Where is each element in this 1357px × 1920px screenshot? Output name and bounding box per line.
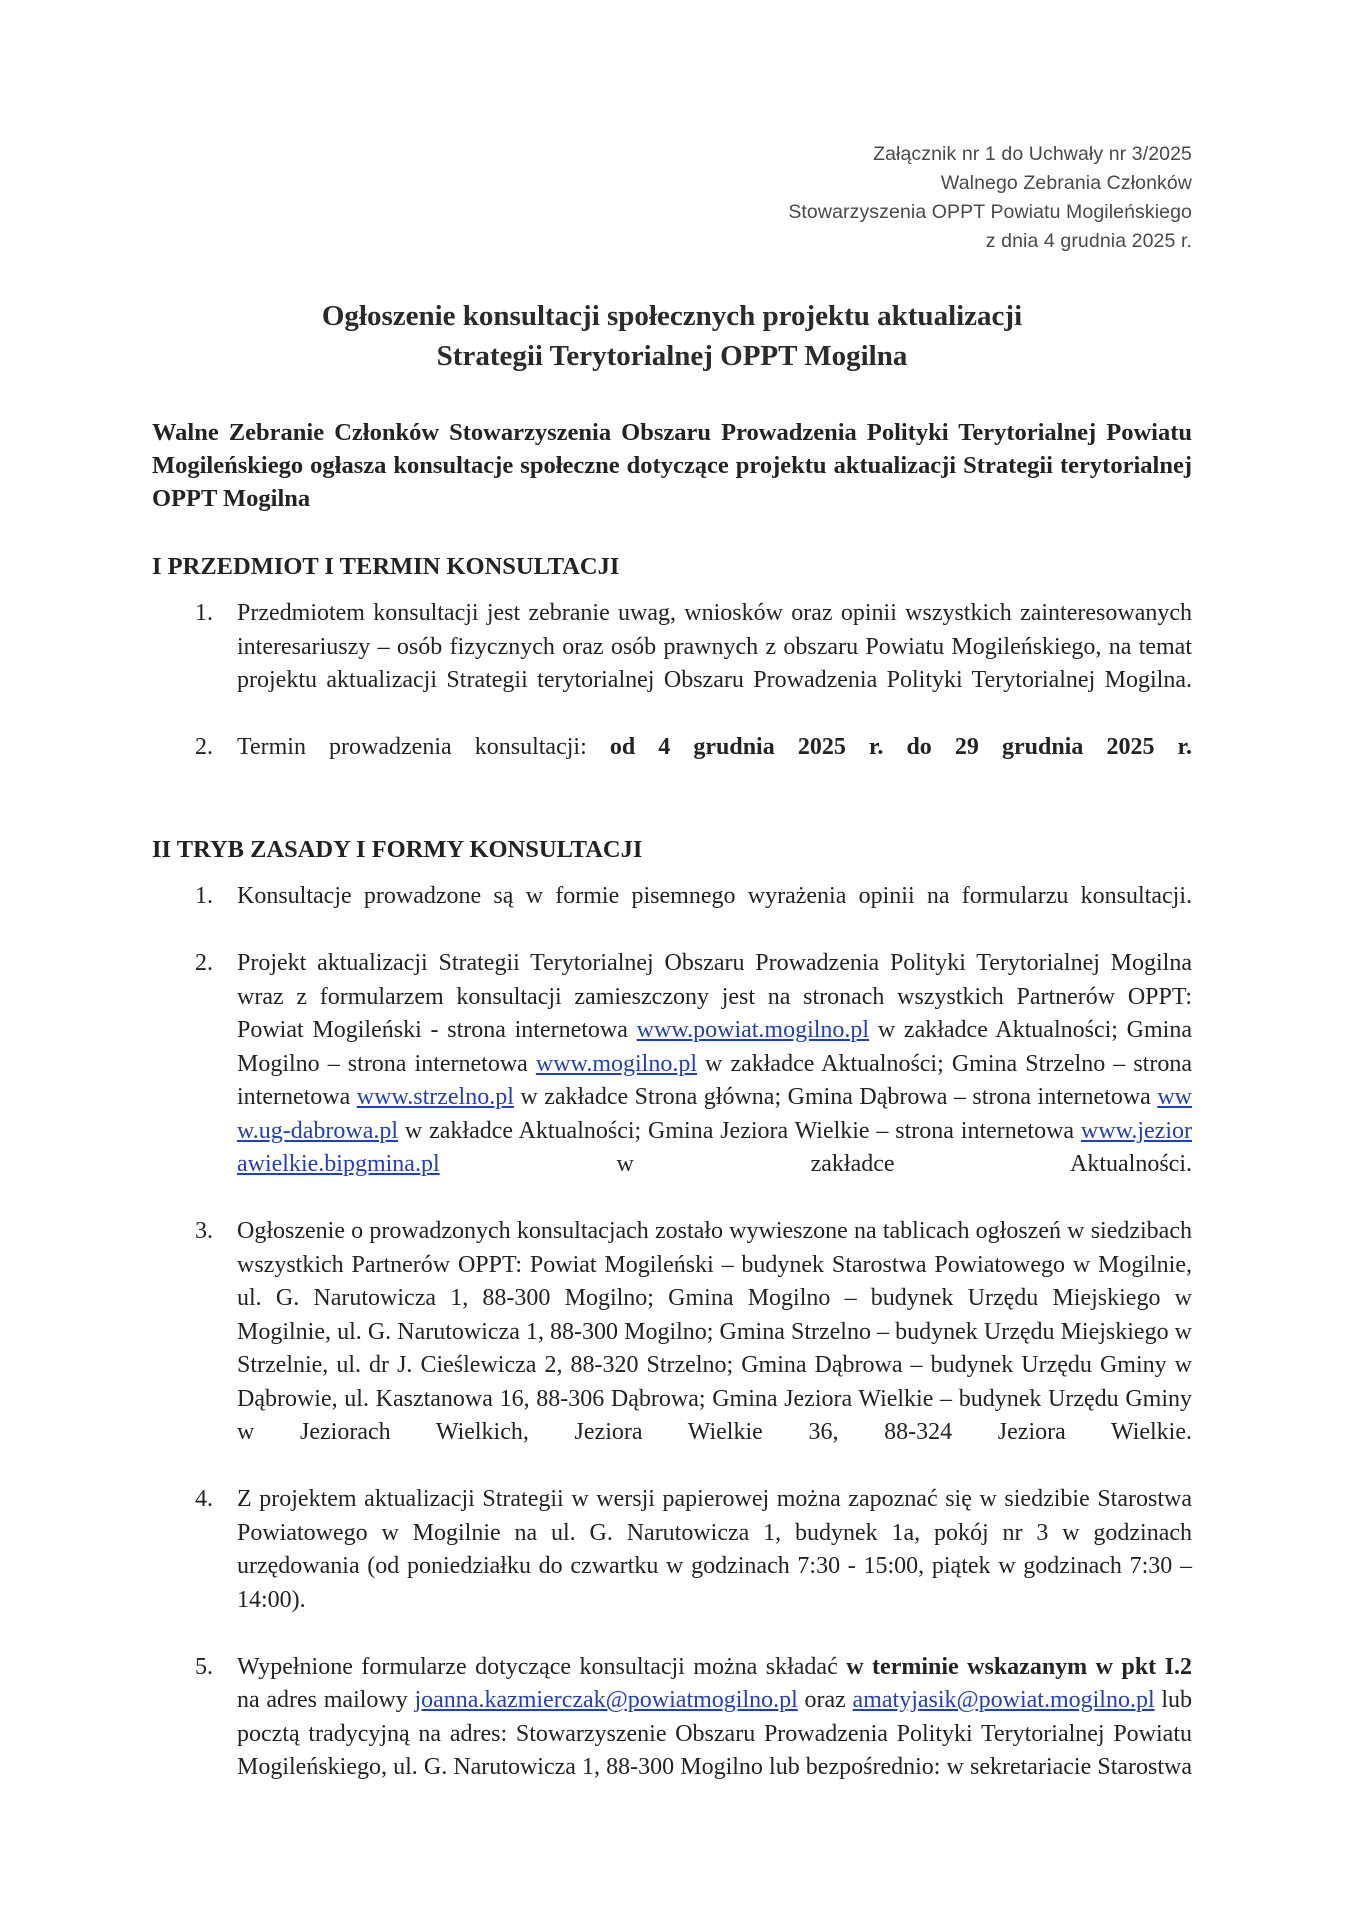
text-segment: w zakładce Aktualności; Gmina Strzelno – strona internetowa: [237, 1050, 1192, 1110]
page-title: [152, 296, 1192, 376]
list-item: [152, 1215, 1192, 1483]
link-strzelno[interactable]: www.strzelno.pl: [356, 1084, 514, 1110]
link-email-joanna[interactable]: joanna.kazmierczak@powiatmogilno.pl: [414, 1687, 798, 1713]
link-powiat-mogilno[interactable]: www.powiat.mogilno.pl: [636, 1017, 870, 1043]
list-item: [152, 731, 1192, 798]
list-item: [152, 1483, 1192, 1651]
link-jeziorawielkie[interactable]: www.jeziorawielkie.bipgmina.pl: [237, 1117, 1192, 1177]
term-dates: od 4 grudnia 2025 r. do 29 grudnia 2025 r.: [609, 734, 1192, 760]
header-line-3: Stowarzyszenia OPPT Powiatu Mogileńskiego: [788, 201, 1192, 223]
text-segment: Wypełnione formularze dotyczące konsultacji można składać: [237, 1653, 847, 1680]
list-item: [152, 880, 1192, 947]
section-ii-list: [152, 880, 1192, 1818]
text-segment: lub pocztą tradycyjną na adres: Stowarzyszenie Obszaru Prowadzenia Polityki Terytorialnej Powiatu Mogileńskiego, ul. G. Narutowicza 1, 88-300 Mogilno lub bezpośrednio: w sekretariacie Starostwa: [237, 1687, 1193, 1780]
document-content: [152, 0, 1192, 1818]
document-header-block: [152, 140, 1192, 256]
list-item-text: Przedmiotem konsultacji jest zebranie uwag, wniosków oraz opinii wszystkich zainteresowanych interesariuszy – osób fizycznych oraz osób prawnych z obszaru Powiatu Mogileńskiego, na temat projektu aktualizacji Strategii terytorialnej Obszaru Prowadzenia Polityki Terytorialnej Mogilna.: [237, 600, 1192, 693]
list-item: [152, 597, 1192, 731]
intro-paragraph: Walne Zebranie Członków Stowarzyszenia Obszaru Prowadzenia Polityki Terytorialnej Powiatu Mogileńskiego ogłasza konsultacje społeczne dotyczące projektu aktualizacji Strategii terytorialnej OPPT Mogilna: [152, 419, 1192, 512]
list-item-text: [237, 731, 1192, 798]
title-line-1: Ogłoszenie konsultacji społecznych projektu aktualizacji: [321, 300, 1023, 332]
list-item-text: Ogłoszenie o prowadzonych konsultacjach zostało wywieszone na tablicach ogłoszeń w siedzibach wszystkich Partnerów OPPT: Powiat Mogileński – budynek Starostwa Powiatowego w Mogilnie, ul. G. Narutowicza 1, 88-300 Mogilno; Gmina Mogilno – budynek Urzędu Miejskiego w Mogilnie, ul. G. Narutowicza 1, 88-300 Mogilno; Gmina Strzelno – budynek Urzędu Miejskiego w Strzelnie, ul. dr J. Cieślewicza 2, 88-320 Strzelno; Gmina Dąbrowa – budynek Urzędu Gminy w Dąbrowie, ul. Kasztanowa 16, 88-306 Dąbrowa; Gmina Jeziora Wielkie – budynek Urzędu Gminy w Jeziorach Wielkich, Jeziora Wielkie 36, 88-324 Jeziora Wielkie.: [237, 1218, 1192, 1445]
text-segment: w zakładce Aktualności.: [439, 1151, 1192, 1177]
list-item-text: [237, 947, 1192, 1215]
section-heading-ii: II TRYB ZASADY I FORMY KONSULTACJI: [152, 836, 643, 863]
deadline-reference: w terminie wskazanym w pkt I.2: [846, 1653, 1192, 1680]
text-segment: w zakładce Aktualności; Gmina Mogilno – strona internetowa: [237, 1017, 1193, 1077]
link-mogilno[interactable]: www.mogilno.pl: [535, 1050, 697, 1077]
header-line-1: Załącznik nr 1 do Uchwały nr 3/2025: [873, 143, 1192, 165]
term-label: Termin prowadzenia konsultacji:: [237, 734, 610, 760]
link-email-amatyjasik[interactable]: amatyjasik@powiat.mogilno.pl: [852, 1687, 1155, 1713]
list-item-text: Konsultacje prowadzone są w formie pisemnego wyrażenia opinii na formularzu konsultacji.: [237, 883, 1192, 909]
list-item: [152, 1651, 1192, 1819]
text-segment: oraz: [797, 1687, 853, 1713]
text-segment: na adres mailowy: [237, 1687, 415, 1713]
text-segment: w zakładce Aktualności; Gmina Jeziora Wielkie – strona internetowa: [398, 1117, 1081, 1144]
header-line-4: z dnia 4 grudnia 2025 r.: [985, 230, 1192, 252]
section-heading-i: I PRZEDMIOT I TERMIN KONSULTACJI: [152, 553, 620, 580]
text-segment: Projekt aktualizacji Strategii Terytorialnej Obszaru Prowadzenia Polityki Terytorialnej Mogilna wraz z formularzem konsultacji zamieszczony jest na stronach wszystkich Partnerów OPPT: Powiat Mogileński - strona internetowa: [237, 950, 1192, 1043]
link-ug-dabrowa[interactable]: www.ug-dabrowa.pl: [237, 1084, 1192, 1144]
header-line-2: Walnego Zebrania Członków: [940, 172, 1192, 194]
title-line-2: Strategii Terytorialnej OPPT Mogilna: [436, 340, 908, 372]
text-segment: w zakładce Strona główna; Gmina Dąbrowa – strona internetowa: [513, 1084, 1158, 1110]
list-item: [152, 947, 1192, 1215]
list-item-text: [237, 1651, 1192, 1819]
list-item-text: Z projektem aktualizacji Strategii w wersji papierowej można zapoznać się w siedzibie Starostwa Powiatowego w Mogilnie na ul. G. Narutowicza 1, budynek 1a, pokój nr 3 w godzinach urzędowania (od poniedziałku do czwartku w godzinach 7:30 - 15:00, piątek w godzinach 7:30 – 14:00).: [237, 1486, 1192, 1613]
section-i-list: [152, 597, 1192, 798]
